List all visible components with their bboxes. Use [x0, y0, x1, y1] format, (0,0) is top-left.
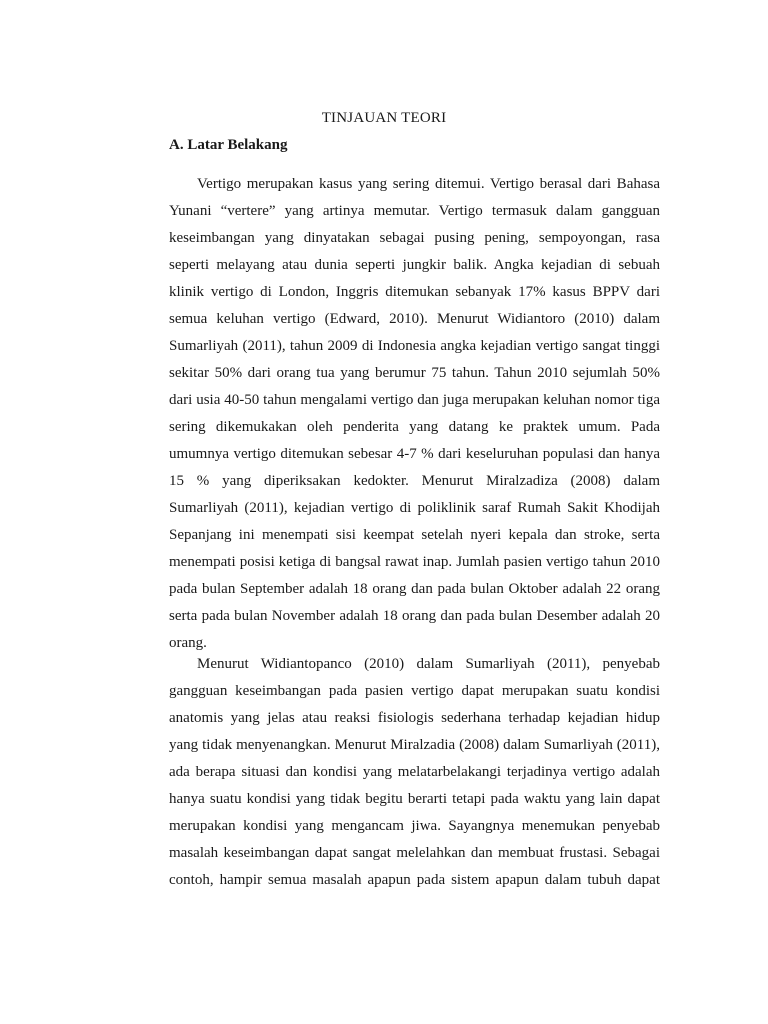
- paragraph-line: dari usia 40-50 tahun mengalami vertigo dan juga merupakan keluhan nomor tiga: [169, 392, 660, 408]
- paragraph-line: Yunani “vertere” yang artinya memutar. Vertigo termasuk dalam gangguan: [169, 203, 660, 219]
- paragraph-line: klinik vertigo di London, Inggris ditemukan sebanyak 17% kasus BPPV dari: [169, 284, 660, 300]
- paragraph-line: Sumarliyah (2011), tahun 2009 di Indonesia angka kejadian vertigo sangat tinggi: [169, 338, 660, 354]
- paragraph-line: yang tidak menyenangkan. Menurut Miralzadia (2008) dalam Sumarliyah (2011),: [169, 737, 660, 753]
- paragraph-line: ada berapa situasi dan kondisi yang melatarbelakangi terjadinya vertigo adalah: [169, 764, 660, 780]
- paragraph-line: semua keluhan vertigo (Edward, 2010). Menurut Widiantoro (2010) dalam: [169, 311, 660, 327]
- paragraph-line: sekitar 50% dari orang tua yang berumur 75 tahun. Tahun 2010 sejumlah 50%: [169, 365, 660, 381]
- paragraph-line: orang.: [169, 635, 207, 651]
- paragraph-line: seperti melayang atau dunia seperti jungkir balik. Angka kejadian di sebuah: [169, 257, 660, 273]
- paragraph-line: hanya suatu kondisi yang tidak begitu berarti tetapi pada waktu yang lain dapat: [169, 791, 660, 807]
- paragraph-2: [169, 651, 660, 894]
- section-heading: A. Latar Belakang: [169, 137, 288, 153]
- paragraph-line: contoh, hampir semua masalah apapun pada sistem apapun dalam tubuh dapat: [169, 872, 660, 888]
- paragraph-line: anatomis yang jelas atau reaksi fisiologis sederhana terhadap kejadian hidup: [169, 710, 660, 726]
- paragraph-line: Sumarliyah (2011), kejadian vertigo di poliklinik saraf Rumah Sakit Khodijah: [169, 500, 660, 516]
- document-title: TINJAUAN TEORI: [321, 110, 447, 126]
- paragraph-line: pada bulan September adalah 18 orang dan pada bulan Oktober adalah 22 orang: [169, 581, 660, 597]
- paragraph-line: masalah keseimbangan dapat sangat melelahkan dan membuat frustasi. Sebagai: [169, 845, 660, 861]
- paragraph-line: menempati posisi ketiga di bangsal rawat inap. Jumlah pasien vertigo tahun 2010: [169, 554, 660, 570]
- paragraph-line: merupakan kondisi yang mengancam jiwa. Sayangnya menemukan penyebab: [169, 818, 660, 834]
- paragraph-line: Vertigo merupakan kasus yang sering ditemui. Vertigo berasal dari Bahasa: [197, 176, 660, 192]
- paragraph-line: Menurut Widiantopanco (2010) dalam Sumarliyah (2011), penyebab: [197, 656, 660, 672]
- paragraph-line: sering dikemukakan oleh penderita yang datang ke praktek umum. Pada: [169, 419, 660, 435]
- paragraph-line: umumnya vertigo ditemukan sebesar 4-7 % dari keseluruhan populasi dan hanya: [169, 446, 660, 462]
- paragraph-line: 15 % yang diperiksakan kedokter. Menurut Miralzadiza (2008) dalam: [169, 473, 660, 489]
- paragraph-line: gangguan keseimbangan pada pasien vertigo dapat merupakan suatu kondisi: [169, 683, 660, 699]
- paragraph-line: keseimbangan yang dinyatakan sebagai pusing pening, sempoyongan, rasa: [169, 230, 660, 246]
- paragraph-line: serta pada bulan November adalah 18 orang dan pada bulan Desember adalah 20: [169, 608, 660, 624]
- paragraph-line: Sepanjang ini menempati sisi keempat setelah nyeri kepala dan stroke, serta: [169, 527, 660, 543]
- paragraph-1: [169, 171, 660, 657]
